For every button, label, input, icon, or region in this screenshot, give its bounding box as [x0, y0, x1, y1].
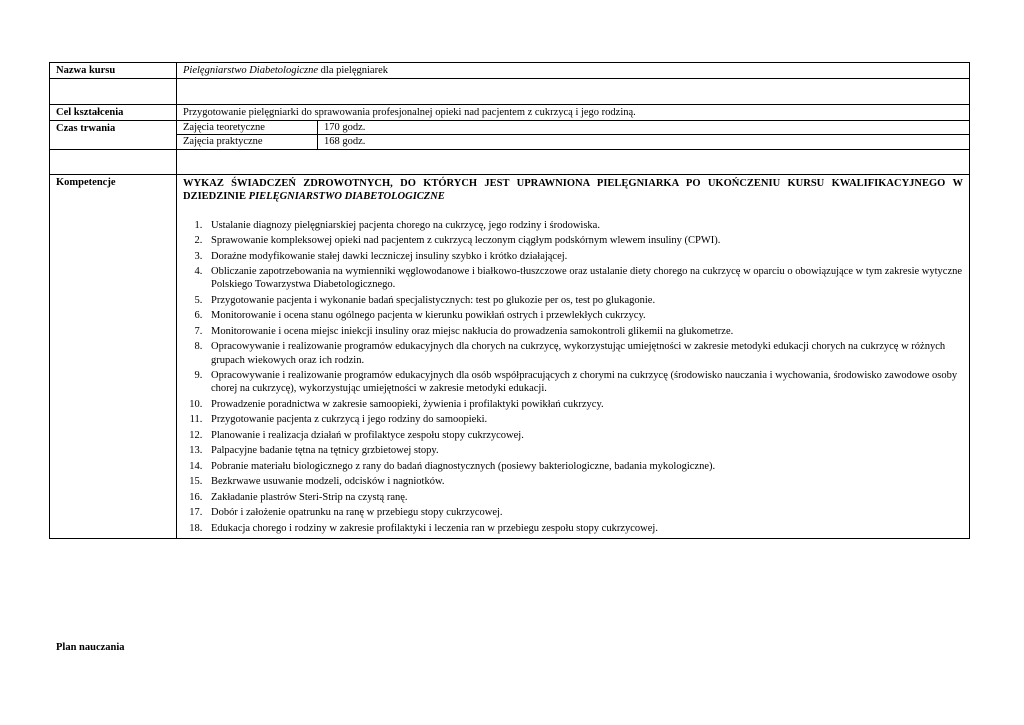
list-item: 17. Dobór i założenie opatrunku na ranę w przebiegu stopy cukrzycowej.	[205, 506, 963, 519]
list-item: 3. Doraźne modyfikowanie stałej dawki leczniczej insuliny szybko i krótko działającej.	[205, 250, 963, 263]
spacer-cell	[177, 149, 970, 174]
course-table	[49, 62, 970, 539]
list-item: 18. Edukacja chorego i rodziny w zakresie profilaktyki i leczenia ran w przebiegu zespołu stopy cukrzycowej.	[205, 522, 963, 535]
plan-heading: Plan nauczania	[56, 642, 125, 653]
list-item: 4. Obliczanie zapotrzebowania na wymienniki węglowodanowe i białkowo-tłuszczowe oraz ustalanie diety chorego na cukrzycę w oparciu o obowiązujące w tym zakresie wytyczne Polskiego Towarzystwa Diabetologicznego.	[205, 265, 963, 291]
competences-heading-italic: PIELĘGNIARSTWO DIABETOLOGICZNE	[248, 190, 445, 202]
course-sheet	[49, 62, 970, 539]
list-item: 1. Ustalanie diagnozy pielęgniarskiej pacjenta chorego na cukrzycę, jego rodziny i środowiska.	[205, 219, 963, 232]
list-item: 5. Przygotowanie pacjenta i wykonanie badań specjalistycznych: test po glukozie per os, test po glukagonie.	[205, 294, 963, 307]
list-item: 11. Przygotowanie pacjenta z cukrzycą i jego rodziny do samoopieki.	[205, 413, 963, 426]
competences-heading	[183, 177, 963, 203]
duration-hours: 168 godz.	[318, 135, 970, 149]
list-item: 12. Planowanie i realizacja działań w profilaktyce zespołu stopy cukrzycowej.	[205, 429, 963, 442]
list-item: 13. Palpacyjne badanie tętna na tętnicy grzbietowej stopy.	[205, 444, 963, 457]
spacer-cell	[50, 79, 177, 105]
competences-label: Kompetencje	[50, 174, 177, 539]
list-item: 16. Zakładanie plastrów Steri-Strip na czystą ranę.	[205, 491, 963, 504]
list-item: 2. Sprawowanie kompleksowej opieki nad pacjentem z cukrzycą leczonym ciągłym podskórnym wlewem insuliny (CPWI).	[205, 234, 963, 247]
duration-hours: 170 godz.	[324, 122, 366, 134]
list-item: 7. Monitorowanie i ocena miejsc iniekcji insuliny oraz miejsc nakłucia do prowadzenia samokontroli glikemii na glukometrze.	[205, 325, 963, 338]
course-name-label: Nazwa kursu	[50, 63, 177, 79]
duration-type: Zajęcia praktyczne	[177, 135, 318, 149]
competences-value	[177, 174, 970, 539]
competences-list	[183, 219, 963, 535]
list-item: 8. Opracowywanie i realizowanie programów edukacyjnych dla chorych na cukrzycę, wykorzystując umiejętności w zakresie metodyki edukacji chorych na cukrzycę w różnych grupach wiekowych oraz ich rodzin.	[205, 340, 963, 366]
goal-row	[50, 105, 970, 121]
duration-subtable	[177, 121, 969, 148]
duration-practice-row	[177, 135, 969, 149]
spacer-cell	[177, 79, 970, 105]
competences-heading-main: WYKAZ ŚWIADCZEŃ ZDROWOTNYCH, DO KTÓRYCH JEST UPRAWNIONA PIELĘGNIARKA PO UKOŃCZENIU KURSU KWALIFIKACYJNEGO W DZIEDZINIE	[183, 177, 963, 202]
list-item: 15. Bezkrwawe usuwanie modzeli, odcisków i nagniotków.	[205, 475, 963, 488]
duration-row	[50, 121, 970, 149]
course-name-italic: Pielęgniarstwo Diabetologiczne	[183, 65, 319, 76]
competences-row	[50, 174, 970, 539]
spacer-cell	[50, 149, 177, 174]
course-name-row	[50, 63, 970, 79]
duration-type: Zajęcia teoretyczne	[177, 121, 318, 135]
duration-theory-row	[177, 121, 969, 135]
spacer-row	[50, 149, 970, 174]
goal-label: Cel kształcenia	[50, 105, 177, 121]
duration-value	[177, 121, 970, 149]
course-name-rest: dla pielęgniarek	[318, 65, 388, 76]
goal-value: Przygotowanie pielęgniarki do sprawowania profesjonalnej opieki nad pacjentem z cukrzycą i jego rodziną.	[177, 105, 970, 121]
list-item: 10. Prowadzenie poradnictwa w zakresie samoopieki, żywienia i profilaktyki powikłań cukrzycy.	[205, 398, 963, 411]
spacer-row	[50, 79, 970, 105]
list-item: 14. Pobranie materiału biologicznego z rany do badań diagnostycznych (posiewy bakteriologiczne, badania mykologiczne).	[205, 460, 963, 473]
list-item: 9. Opracowywanie i realizowanie programów edukacyjnych dla osób współpracujących z chorymi na cukrzycę (środowisko nauczania i wychowania, środowisko zawodowe osoby chorej na cukrzycę), wykorzystując umiejętności w zakresie metodyki edukacji.	[205, 369, 963, 395]
course-name-value	[177, 63, 970, 79]
list-item: 6. Monitorowanie i ocena stanu ogólnego pacjenta w kierunku powikłań ostrych i przewlekłych cukrzycy.	[205, 309, 963, 322]
duration-label: Czas trwania	[50, 121, 177, 149]
